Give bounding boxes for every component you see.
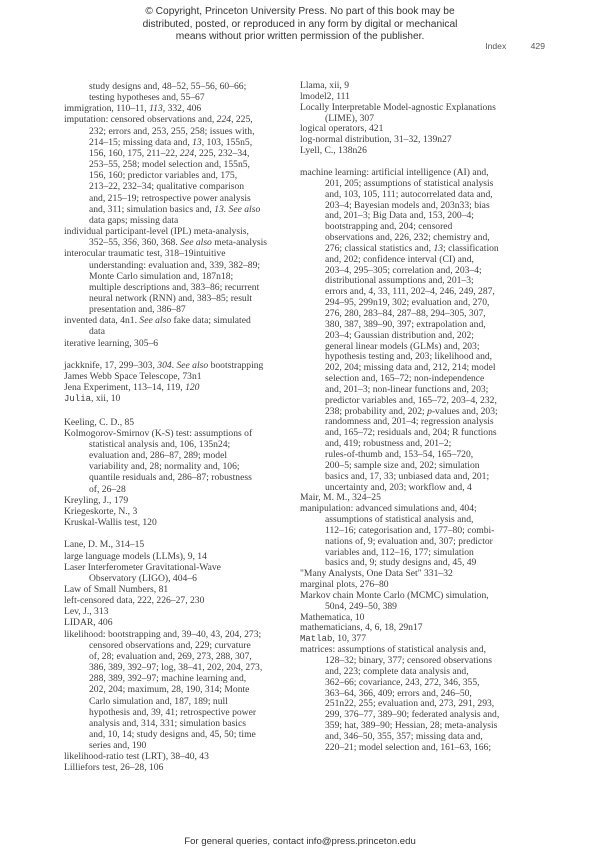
index-line [64,450,267,461]
index-text: 380, 387, 389–90, 397; extrapolation and, [325,318,486,330]
index-entry [64,517,267,528]
index-line [64,114,267,125]
index-text: distributional assumptions and, 201–3; [325,275,474,287]
index-text: Mathematica, 10 [300,611,365,623]
index-text: Keeling, C. D., 85 [64,416,135,428]
index-text: iterative learning, 305–6 [64,337,159,349]
index-line [64,92,267,103]
index-text: 202, 204; missing data and, 212, 214; model [325,362,496,374]
index-text: data gaps; missing data [89,214,179,226]
index-line [300,146,499,157]
index-line [64,181,267,192]
index-entry [64,360,267,371]
index-entry [64,393,267,405]
index-text: . [171,359,177,371]
index-entry [64,629,267,752]
index-text: ; classification [443,242,499,254]
index-entry [300,168,499,493]
index-text: hypothesis testing and, 203; likelihood and, [325,351,493,363]
index-text: individual participant-level (IPL) meta-analysis, [64,226,249,238]
index-line [64,226,267,237]
index-line [64,673,267,684]
index-text: 253–55, 258; model selection and, 155n5, [89,159,250,171]
index-line [64,271,267,282]
index-line [64,282,267,293]
index-line [64,662,267,673]
index-text: variability and, 28; normality and, 106; [89,461,240,473]
index-entry [64,762,267,773]
index-entry [64,428,267,495]
index-entry [300,146,499,157]
index-text: and, 103, 105, 111; autocorrelated data and, [325,188,493,200]
index-text-italic: 304 [157,359,172,371]
index-text: of, 28; evaluation and, 269, 273, 288, 307, [89,650,252,662]
index-entry [64,315,267,337]
index-letter-group [300,81,499,157]
index-column-right [300,81,499,765]
index-line [64,428,267,439]
index-line [64,461,267,472]
index-text: evaluation and, 286–87, 289; model [89,450,228,462]
index-text: Laser Interferometer Gravitational-Wave [64,561,221,573]
index-text: of, 26–28 [89,483,126,495]
index-text: selection and, 165–72; non-independence [325,373,485,385]
index-text: 276; classical statistics and, [325,242,434,254]
index-text: Llama, xii, 9 [300,80,350,91]
index-text: 201, 205; assumptions of statistical analysis [325,177,494,189]
index-text: lmodel2, 111 [300,90,350,102]
index-text: statistical analysis and, 106, 135n24; [89,438,231,450]
index-text: multiple descriptions and, 383–86; recurrent [89,281,260,293]
index-text: general linear models (GLMs) and, 203; [325,340,480,352]
index-text: testing hypotheses and, 55–67 [89,92,205,104]
index-text: Mair, M. M., 324–25 [300,492,381,504]
index-text: 156, 160; predictor variables and, 175, [89,170,238,182]
index-text: machine learning: artificial intelligence (AI) and, [300,167,489,179]
index-text: neural network (RNN) and, 383–85; result [89,292,253,304]
index-text: 232; errors and, 253, 255, 258; issues with, [89,125,255,137]
index-line [64,539,267,550]
index-text: Kruskal-Wallis test, 120 [64,517,157,529]
index-text: and, 223; complete data analysis and, [325,665,469,677]
index-text: 50n4, 249–50, 389 [325,600,397,612]
index-text: and, 311; simulation basics and, [89,203,215,215]
index-text-italic: 120 [185,382,200,394]
index-line [64,740,267,751]
index-line [64,215,267,226]
index-text-italic: 224 [179,147,195,159]
index-line [64,417,267,428]
index-text: rules-of-thumb and, 153–54, 165–720, [325,448,474,460]
index-line [64,707,267,718]
footer-contact: For general queries, contact info@press.princeton.edu [184,836,416,847]
index-letter-group [64,81,267,349]
index-line [64,338,267,349]
index-text: Law of Small Numbers, 81 [64,583,169,595]
index-text: Lane, D. M., 314–15 [64,539,145,551]
index-line [64,81,267,92]
index-entry [64,338,267,349]
index-line [64,751,267,762]
index-line [64,484,267,495]
index-text: 362–66; covariance, 243, 272, 346, 355, [325,676,480,688]
index-text: 276, 280, 283–84, 287–88, 294–305, 307, [325,308,486,320]
index-text: data [89,326,105,338]
index-text: Monte Carlo simulation and, 187n18; [89,270,234,282]
index-text: 359; hat, 389–90; Hessian, 28; meta-analysis [325,720,498,732]
index-text: predictor variables and, 165–72, 203–4, 232, [325,394,497,406]
index-line [64,382,267,393]
index-line [64,517,267,528]
index-text: 220–21; model selection and, 161–63, 166; [325,741,492,753]
index-letter-group [64,360,267,406]
index-line [64,293,267,304]
index-text: , 225, [231,114,253,126]
index-entry [300,504,499,569]
index-line [64,651,267,662]
index-line [64,562,267,573]
index-text: and, 346–50, 355, 357; missing data and, [325,730,483,742]
index-line [64,629,267,640]
index-entry [64,417,267,428]
index-line [64,551,267,562]
index-text: and, 202; confidence interval (CI) and, [325,253,474,265]
index-text: quantile residuals and, 286–87; robustness [89,472,252,484]
index-line [300,743,499,754]
index-text: , 332, 406 [162,103,202,115]
index-text-italic: See also [180,237,212,249]
index-column-left [64,81,267,785]
index-text-italic: See also [139,315,172,327]
index-text-italic: See also [176,359,209,371]
index-text: 202, 204; maximum, 28, 190, 314; Monte [89,684,250,696]
index-text: Lilliefors test, 26–28, 106 [64,762,164,774]
index-entry [64,103,267,114]
index-line [64,193,267,204]
index-text: Locally Interpretable Model-agnostic Explanations [300,101,496,113]
index-text-italic: 13 [433,242,444,254]
page-number: 429 [530,41,545,51]
index-text: logical operators, 421 [300,123,384,135]
index-entry [300,591,499,613]
index-entry [64,506,267,517]
index-line [64,148,267,159]
index-text: and, 215–19; retrospective power analysis [89,192,251,204]
index-text: and, 201–3; non-linear functions and, 203; [325,383,489,395]
index-text: 214–15; missing data and, [89,136,193,148]
index-text: likelihood: bootstrapping and, 39–40, 43, 204, 273; [64,628,262,640]
index-text: assumptions of statistical analysis and, [325,514,474,526]
index-line [64,439,267,450]
index-line [64,371,267,382]
index-text: Lev, J., 313 [64,606,109,618]
index-line [300,623,499,634]
index-text: likelihood-ratio test (LRT), 38–40, 43 [64,751,209,763]
index-text: basics and, 9; study designs and, 45, 49 [325,557,477,569]
index-line [64,204,267,215]
index-text: 128–32; binary, 377; censored observations [325,655,492,667]
index-line [64,506,267,517]
index-text: Carlo simulation and, 187, 189; null [89,695,228,707]
index-text: 251n22, 255; evaluation and, 273, 291, 293, [325,698,495,710]
index-text: 294–95, 299n19, 302; evaluation and, 270, [325,297,490,309]
index-line [64,584,267,595]
index-text: left-censored data, 222, 226–27, 230 [64,595,205,607]
index-text: Kreyling, J., 179 [64,494,129,506]
index-text-italic: 13 [192,136,202,148]
index-text: understanding: evaluation and, 339, 382–89; [89,259,261,271]
index-text: analysis and, 314, 331; simulation basics [89,717,246,729]
index-text: 203–4; Gaussian distribution and, 202; [325,329,474,341]
index-text-italic: 113 [149,103,163,115]
index-text: Jena Experiment, 113–14, 119, [64,382,186,394]
index-text: , 103, 155n5, [201,136,253,148]
index-text: , 225, 232–34, [194,147,250,159]
index-letter-group [300,168,499,754]
index-line [64,762,267,773]
index-line [64,103,267,114]
index-text: censored observations and, 229; curvature [89,639,251,651]
index-line [64,684,267,695]
index-text: hypothesis and, 39, 41; retrospective power [89,706,257,718]
index-text: , 10, 377 [332,633,366,645]
index-text: 238; probability and, 202; [325,405,428,417]
index-text: marginal plots, 276–80 [300,579,389,591]
index-line [64,729,267,740]
index-entry [300,645,499,753]
index-entry [64,551,267,562]
index-line [64,718,267,729]
index-text-italic: p [427,405,432,417]
index-text: uncertainty and, 203; workflow and, 4 [325,481,472,493]
index-line [64,595,267,606]
index-line [64,248,267,259]
index-text-italic: 13. See also [214,203,261,215]
index-entry [64,584,267,595]
index-text: imputation: censored observations and, [64,114,217,126]
index-text: "Many Analysts, One Data Set" 331–32 [300,568,453,580]
index-text: Markov chain Monte Carlo (MCMC) simulation, [300,589,489,601]
index-text: bootstrapping [208,359,264,371]
index-text: meta-analysis [211,237,268,249]
index-text: bootstrapping and, 204; censored [325,221,453,233]
index-letter-group [64,539,267,773]
index-text: and, 419; robustness and, 201–2; [325,438,452,450]
index-text: invented data, 4n1. [64,315,140,327]
index-text: 363–64, 366, 409; errors and, 246–50, [325,687,472,699]
index-entry [64,617,267,628]
index-text: errors and, 4, 33, 111, 202–4, 246, 249, 287, [325,286,495,298]
index-text: 200–5; sample size and, 202; simulation [325,459,480,471]
index-text: basics and, 17, 33; unbiased data and, 201; [325,470,490,482]
index-text: Observatory (LIGO), 404–6 [89,572,197,584]
index-entry [64,606,267,617]
index-line [64,315,267,326]
index-entry [64,371,267,382]
index-entry [64,226,267,248]
index-text: and, 10, 14; study designs and, 45, 50; time [89,729,256,741]
index-text: presentation and, 386–87 [89,304,186,316]
index-text: observations and, 226, 232; chemistry and, [325,232,490,244]
index-text: 112–16; categorisation and, 177–80; combi- [325,524,495,536]
index-line [64,640,267,651]
index-text: , 360, 368. [136,237,181,249]
index-text: James Webb Space Telescope, 73n1 [64,371,202,383]
index-text: -values and, 203; [431,405,498,417]
section-title: Index [485,41,507,51]
index-text: series and, 190 [89,740,147,752]
index-text: 203–4, 295–305; correlation and, 203–4; [325,264,482,276]
index-text: 386, 389, 392–97; log, 38–41, 202, 204, 273, [89,662,263,674]
index-text: randomness and, 201–4; regression analysis [325,416,494,428]
index-text: Kriegeskorte, N., 3 [64,505,138,517]
index-line [64,260,267,271]
index-line [64,237,267,248]
copyright-notice [0,6,600,44]
index-line [64,495,267,506]
index-line [64,326,267,337]
index-line [64,137,267,148]
index-entry [300,623,499,634]
index-line [64,472,267,483]
index-text: mathematicians, 4, 6, 18, 29n17 [300,622,423,634]
index-text: interocular traumatic test, 318–19intuitive [64,248,226,260]
index-line [64,696,267,707]
copyright-line: © Copyright, Princeton University Press. No part of this book may be [145,6,455,17]
index-entry [64,114,267,226]
index-entry [64,382,267,393]
index-text: study designs and, 48–52, 55–56, 60–66; [89,81,247,92]
index-entry [300,103,499,125]
index-line [64,126,267,137]
index-entry [64,495,267,506]
index-text-code: Julia [64,394,92,405]
index-text: jackknife, 17, 299–303, [64,359,158,371]
index-line [64,606,267,617]
index-text-italic: 224 [216,114,232,126]
index-text: variables and, 112–16, 177; simulation [325,546,474,558]
running-head [463,41,545,51]
copyright-line: means without prior written permission of the publisher. [175,31,425,43]
index-text: LIDAR, 406 [64,617,113,629]
index-entry [64,562,267,584]
index-text: Lyell, C., 138n26 [300,145,367,157]
index-text: 156, 160, 175, 211–22, [89,147,180,159]
index-text: and, 165–72; residuals and, 204; R functions [325,427,497,439]
index-entry [64,81,267,103]
index-text-italic: 356 [122,237,137,249]
index-text: fake data; simulated [171,315,251,327]
index-text: immigration, 110–11, [64,103,150,115]
index-text-code: Matlab [300,634,333,645]
index-text: 288, 389, 392–97; machine learning and, [89,673,247,685]
index-text: Kolmogorov-Smirnov (K-S) test: assumptions of [64,427,253,439]
index-letter-group [64,417,267,529]
index-text: manipulation: advanced simulations and, 404; [300,503,477,515]
index-text: 213–22, 232–34; qualitative comparison [89,181,245,193]
index-line [64,304,267,315]
index-entry [64,595,267,606]
index-entry [64,248,267,315]
index-text: (LIME), 307 [325,112,375,124]
index-line [64,360,267,371]
index-text: , xii, 10 [91,393,121,405]
index-text: large language models (LLMs), 9, 14 [64,550,207,562]
index-line [64,170,267,181]
index-text: nations of, 9; evaluation and, 307; predictor [325,535,493,547]
index-entry [64,751,267,762]
index-line [64,393,267,405]
index-entry [64,539,267,550]
index-text: 299, 376–77, 389–90; federated analysis and, [325,709,500,721]
index-line [64,617,267,628]
index-line [64,573,267,584]
index-text: 203–4; Bayesian models and, 203n33; bias [325,199,490,211]
index-text: and, 201–3; Big Data and, 153, 200–4; [325,210,474,222]
copyright-line: distributed, posted, or reproduced in any form by digital or mechanical [142,18,458,30]
index-line [64,159,267,170]
index-text: matrices: assumptions of statistical analysis and, [300,644,486,656]
index-text: log-normal distribution, 31–32, 139n27 [300,134,452,146]
index-text: 352–55, [89,237,123,249]
